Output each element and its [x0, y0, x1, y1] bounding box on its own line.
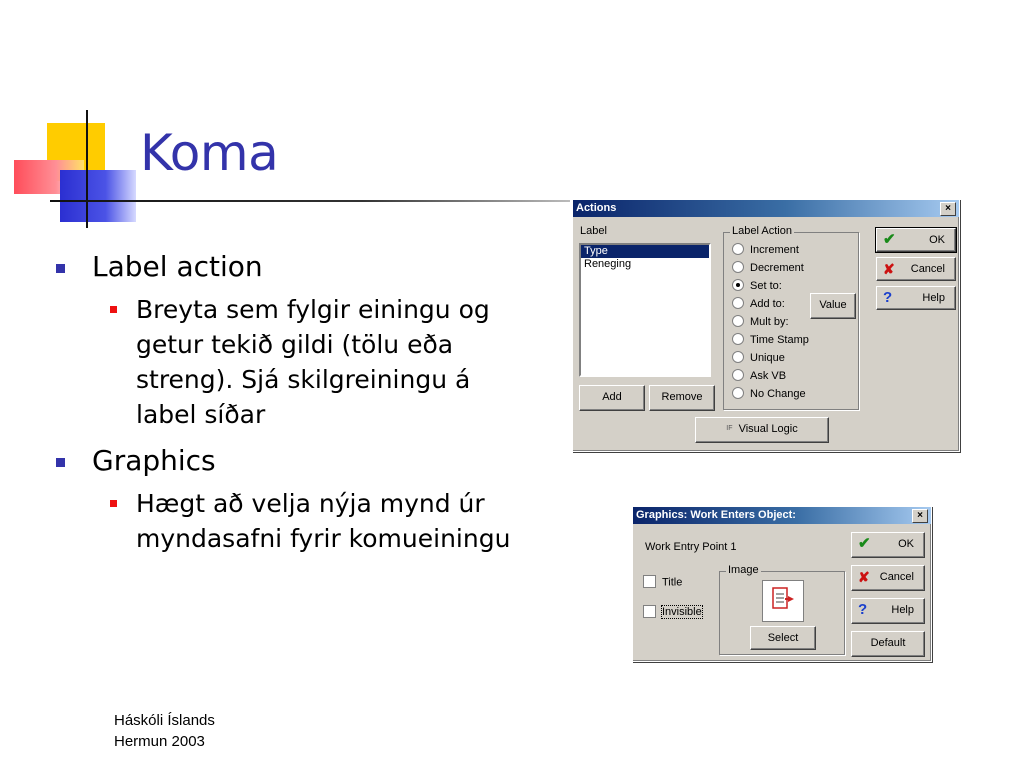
actions-title: Actions — [576, 202, 617, 214]
question-mark-icon: ? — [883, 289, 893, 306]
default-button[interactable]: Default — [851, 631, 925, 657]
footer-line-1: Háskóli Íslands — [114, 712, 215, 729]
radio-unique[interactable] — [732, 349, 785, 367]
list-item-reneging[interactable]: Reneging — [584, 258, 632, 270]
graphics-title: Graphics: Work Enters Object: — [636, 509, 796, 521]
checkmark-icon: ✔ — [883, 231, 896, 248]
radio-label: Add to: — [750, 298, 785, 310]
question-mark-icon: ? — [858, 601, 868, 618]
checkbox-label: Title — [662, 576, 683, 589]
value-button[interactable]: Value — [810, 293, 856, 319]
footer — [114, 710, 215, 752]
add-button[interactable]: Add — [579, 385, 645, 411]
title-checkbox[interactable] — [643, 576, 682, 589]
bullet-item — [52, 250, 532, 284]
label-action-group — [723, 225, 859, 410]
slide-title: Koma — [140, 124, 279, 182]
ok-label: OK — [898, 538, 914, 550]
bullet-marker — [56, 264, 65, 273]
radio-circle[interactable] — [732, 333, 744, 345]
help-button[interactable] — [851, 598, 925, 624]
radio-label: Time Stamp — [750, 334, 809, 346]
radio-circle[interactable] — [732, 243, 744, 255]
footer-line-2: Hermun 2003 — [114, 733, 205, 750]
sub-bullet-marker — [110, 500, 117, 507]
ok-button[interactable] — [851, 532, 925, 558]
help-label: Help — [922, 292, 945, 304]
radio-circle[interactable] — [732, 351, 744, 363]
label-caption: Label — [580, 225, 607, 237]
entry-document-icon — [763, 581, 803, 621]
bullet-list — [52, 250, 532, 556]
radio-circle[interactable] — [732, 261, 744, 273]
label-listbox[interactable] — [579, 243, 711, 377]
radio-circle[interactable] — [732, 297, 744, 309]
sub-bullet-item — [52, 486, 532, 556]
radio-set-to[interactable] — [732, 277, 782, 295]
radio-increment[interactable] — [732, 241, 799, 259]
help-button[interactable] — [876, 286, 956, 310]
image-preview — [762, 580, 804, 622]
radio-no-change[interactable] — [732, 385, 806, 403]
red-x-icon: ✘ — [858, 569, 870, 585]
image-group — [719, 564, 845, 655]
checkmark-icon: ✔ — [858, 535, 871, 552]
ok-label: OK — [929, 234, 945, 246]
radio-label: Decrement — [750, 262, 804, 274]
bullet-item — [52, 444, 532, 478]
bullet-text: Graphics — [92, 444, 216, 477]
red-x-icon: ✘ — [883, 261, 895, 277]
object-name-label: Work Entry Point 1 — [645, 541, 737, 553]
visual-logic-label: Visual Logic — [738, 423, 798, 435]
radio-mult-by[interactable] — [732, 313, 789, 331]
if-block-icon: IF — [726, 425, 733, 432]
radio-decrement[interactable] — [732, 259, 804, 277]
select-button[interactable]: Select — [750, 626, 816, 650]
radio-add-to[interactable] — [732, 295, 785, 313]
cancel-button[interactable] — [851, 565, 925, 591]
radio-time-stamp[interactable] — [732, 331, 809, 349]
logo-vertical-line — [86, 110, 88, 228]
sub-bullet-marker — [110, 306, 117, 313]
help-label: Help — [891, 604, 914, 616]
bullet-text: Label action — [92, 250, 263, 283]
graphics-titlebar[interactable] — [633, 507, 931, 524]
list-item-type[interactable]: Type — [581, 245, 709, 258]
visual-logic-button[interactable] — [695, 417, 829, 443]
sub-bullet-item — [52, 292, 532, 432]
checkbox-label: Invisible — [662, 606, 702, 619]
radio-circle[interactable] — [732, 387, 744, 399]
close-icon[interactable]: × — [912, 509, 928, 523]
checkbox-box[interactable] — [643, 575, 656, 588]
radio-label: Mult by: — [750, 316, 789, 328]
remove-button[interactable]: Remove — [649, 385, 715, 411]
radio-circle[interactable] — [732, 315, 744, 327]
graphics-dialog — [632, 506, 932, 662]
sub-bullet-text: Breyta sem fylgir einingu og getur tekið gildi (tölu eða streng). Sjá skilgreiningu á label síðar — [136, 295, 490, 429]
radio-label: Ask VB — [750, 370, 787, 382]
title-underline — [50, 200, 570, 202]
radio-circle[interactable] — [732, 369, 744, 381]
cancel-label: Cancel — [910, 263, 945, 275]
radio-circle-selected[interactable] — [732, 279, 744, 291]
image-legend: Image — [728, 564, 759, 576]
radio-label: Increment — [750, 244, 799, 256]
ok-button[interactable] — [876, 228, 956, 252]
actions-titlebar[interactable] — [573, 200, 959, 217]
label-action-legend: Label Action — [732, 225, 792, 237]
actions-dialog — [572, 199, 960, 452]
checkbox-box[interactable] — [643, 605, 656, 618]
logo-blue-square — [60, 170, 136, 222]
radio-label: Unique — [750, 352, 785, 364]
cancel-label: Cancel — [879, 571, 914, 583]
invisible-checkbox[interactable] — [643, 606, 702, 619]
radio-label: Set to: — [750, 280, 782, 292]
radio-ask-vb[interactable] — [732, 367, 786, 385]
cancel-button[interactable] — [876, 257, 956, 281]
close-icon[interactable]: × — [940, 202, 956, 216]
radio-label: No Change — [750, 388, 806, 400]
bullet-marker — [56, 458, 65, 467]
sub-bullet-text: Hægt að velja nýja mynd úr myndasafni fyrir komueiningu — [136, 489, 511, 553]
